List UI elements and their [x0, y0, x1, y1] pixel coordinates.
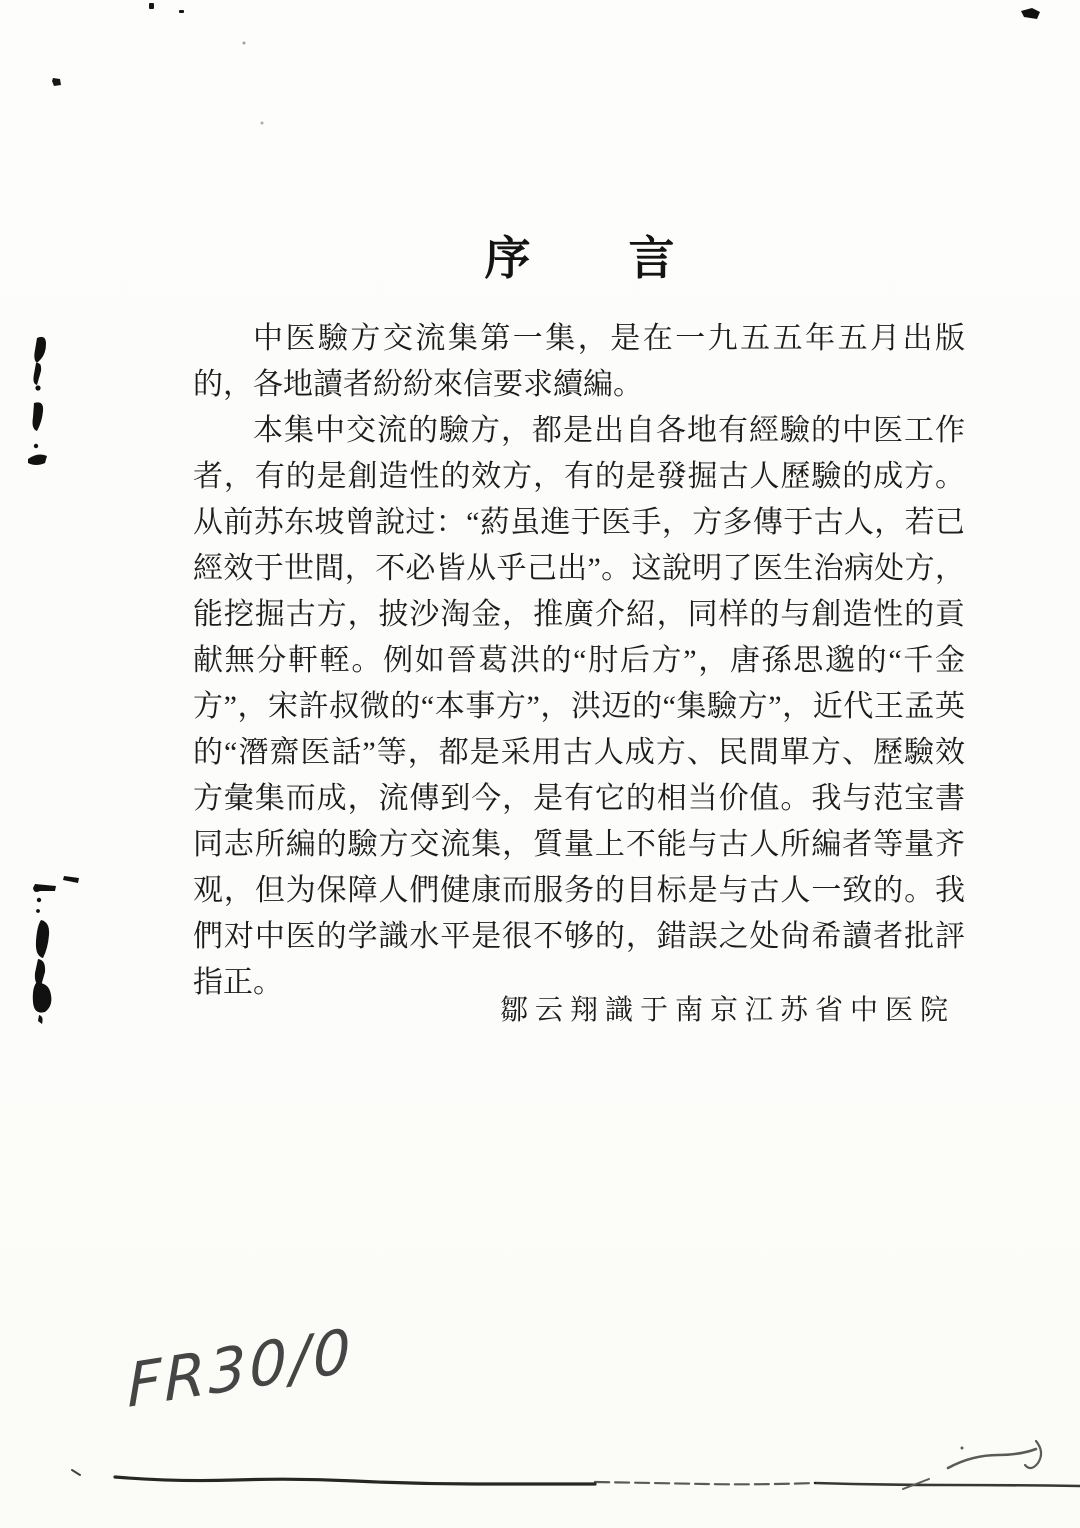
handwritten-catalog-mark: FR30/0: [126, 1315, 355, 1422]
scan-speck-marks: [52, 3, 264, 125]
scan-ink-marks-left-upper: [28, 337, 47, 465]
scan-ink-marks-left-lower: [33, 876, 79, 1024]
scan-bottom-edge-line: [72, 1470, 1080, 1486]
paragraph: 中医驗方交流集第一集，是在一九五五年五月出版的，各地讀者紛紛來信要求續編。: [193, 322, 965, 401]
paragraph: 本集中交流的驗方，都是出自各地有經驗的中医工作者，有的是創造性的效方，有的是發掘古人歷驗的成方。从前苏东坡曾說过：“葯虽進于医手，方多傳于古人，若已經效于世間，不必皆从乎己出”。这說明了医生治病处方，能挖掘古方，披沙淘金，推廣介紹，同样的与創造性的貢献無分軒輊。例如晉葛洪的“肘后方”，唐孫思邈的“千金方”，宋許叔微的“本事方”，洪迈的“集驗方”，近代王孟英的“潛齋医話”等，都是采用古人成方、民間單方、歷驗效方彙集而成，流傳到今，是有它的相当价值。我与范宝書同志所編的驗方交流集，質量上不能与古人所編者等量齐观，但为保障人們健康而服务的目标是与古人一致的。我們对中医的学識水平是很不够的，錯誤之处尙希讀者批評指正。: [193, 414, 965, 999]
preface-body: [193, 316, 965, 1006]
scan-blob-top-right: [1021, 8, 1040, 19]
page-title: 序 言: [484, 233, 677, 284]
author-signature: 鄒云翔識于南京江苏省中医院: [499, 995, 955, 1026]
pencil-squiggle-bottom-right: [903, 1441, 1041, 1489]
